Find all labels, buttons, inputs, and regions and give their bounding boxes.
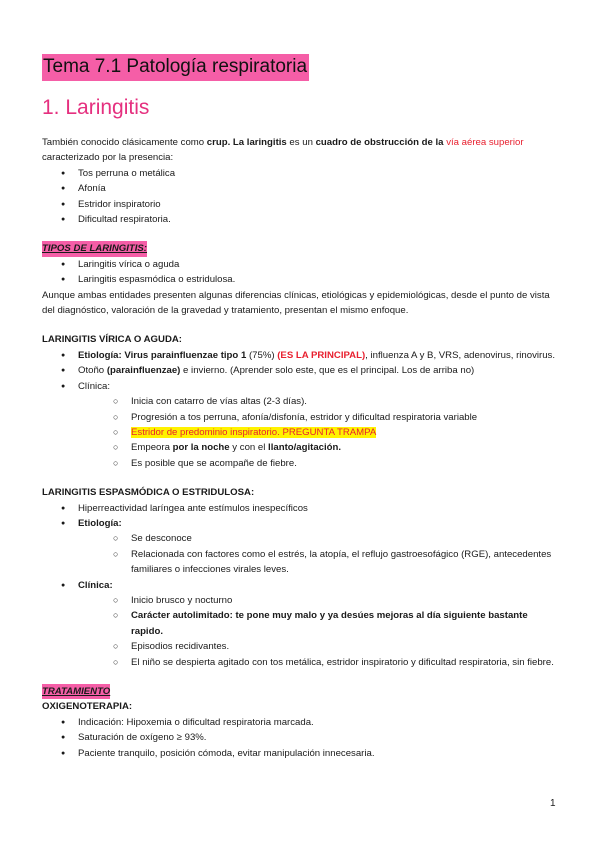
sublist-item: ○ Se desconoce <box>105 531 562 546</box>
list-item: ● Hiperreactividad laríngea ante estímulos inespecíficos <box>42 501 562 516</box>
empeora-bold-2: llanto/agitación. <box>268 442 342 454</box>
sublist-item: ○ Relacionada con factores como el estrés, la atopía, el reflujo gastroesofágico (RGE), antecedentes familiares o infecciones virales leves. <box>105 547 562 578</box>
sublist-item: ○ Carácter autolimitado: te pone muy malo y ya desúes mejoras al día siguiente bastante rapido. <box>105 608 562 639</box>
sublist-item: ○ Progresión a tos perruna, afonía/disfonía, estridor y dificultad respiratoria variable <box>105 410 562 425</box>
list-item <box>42 578 562 670</box>
list-item: ● Laringitis espasmódica o estridulosa. <box>42 272 562 287</box>
intro-definition: cuadro de obstrucción de la <box>315 137 444 148</box>
intro-paragraph <box>42 135 562 150</box>
list-item: ● Tos perruna o metálica <box>42 166 562 181</box>
tipos-list <box>42 257 562 288</box>
intro-crup: crup. <box>206 137 231 148</box>
empeora-bold: por la noche <box>172 442 230 454</box>
list-item: ● Estridor inspiratorio <box>42 197 562 212</box>
tipos-paragraph: Aunque ambas entidades presenten algunas diferencias clínicas, etiológicas y epidemiológicas, desde el punto de vista del diagnóstico, valoración de la gravedad y tratamiento, presentan el mismo enfoque. <box>42 289 550 317</box>
list-item <box>42 363 562 378</box>
empeora-text-2: y con el <box>229 442 269 454</box>
list-item <box>42 379 562 471</box>
sublist-item: ○ Inicia con catarro de vías altas (2-3 días). <box>105 394 562 409</box>
clinica-label: Clínica: <box>78 380 110 392</box>
list-item <box>42 516 562 578</box>
espasmodica-clinica-list <box>105 593 562 670</box>
virica-heading: LARINGITIS VÍRICA O AGUDA: <box>42 334 182 346</box>
page-title: Tema 7.1 Patología respiratoria <box>42 54 309 81</box>
sublist-item: ○ El niño se despierta agitado con tos metálica, estridor inspiratorio y dificultad respiratoria, sin fiebre. <box>105 655 562 670</box>
sublist-item: ○ Es posible que se acompañe de fiebre. <box>105 456 562 471</box>
page-number: 1 <box>550 798 556 809</box>
espasmodica-etio-list <box>105 531 562 577</box>
tratamiento-list <box>42 715 562 761</box>
tipos-heading: TIPOS DE LARINGITIS: <box>42 241 147 256</box>
otono-text-2: e invierno. (Aprender solo este, que es el principal. Los de arriba no) <box>180 365 475 377</box>
title-wrap <box>42 54 309 81</box>
section-heading: 1. Laringitis <box>42 96 150 119</box>
list-item <box>42 348 562 363</box>
list-item: ● Laringitis vírica o aguda <box>42 257 562 272</box>
otono-text: Otoño <box>78 365 107 377</box>
etiologia-percent: (75%) <box>246 349 278 361</box>
intro-via-aerea: vía aérea superior <box>443 137 524 148</box>
etiologia-label: Etiología: Virus parainfluenzae tipo 1 <box>78 349 247 361</box>
symptom-list <box>42 166 562 228</box>
list-item: ● Indicación: Hipoxemia o dificultad respiratoria marcada. <box>42 715 562 730</box>
virica-clinica-list <box>105 394 562 471</box>
etiologia-label: Etiología: <box>78 517 122 529</box>
intro-text: También conocido clásicamente como <box>42 137 207 148</box>
etiologia-rest: , influenza A y B, VRS, adenovirus, rinovirus. <box>365 349 556 361</box>
empeora-text: Empeora <box>131 442 173 454</box>
sublist-item <box>105 440 562 455</box>
otono-bold: (parainfluenzae) <box>106 365 181 377</box>
etiologia-principal: (ES LA PRINCIPAL) <box>277 349 366 361</box>
sublist-item: ○ Episodios recidivantes. <box>105 639 562 654</box>
virica-list <box>42 348 562 471</box>
list-item: ● Paciente tranquilo, posición cómoda, evitar manipulación innecesaria. <box>42 746 562 761</box>
intro-laringitis: La laringitis <box>230 137 287 148</box>
espasmodica-heading: LARINGITIS ESPASMÓDICA O ESTRIDULOSA: <box>42 487 255 499</box>
list-item: ● Dificultad respiratoria. <box>42 212 562 227</box>
list-item: ● Afonía <box>42 181 562 196</box>
document-body <box>42 135 562 761</box>
sublist-item <box>105 425 562 440</box>
espasmodica-list <box>42 501 562 670</box>
tratamiento-heading: TRATAMIENTO <box>42 684 110 699</box>
intro-text-2: es un <box>286 137 316 148</box>
list-item: ● Saturación de oxígeno ≥ 93%. <box>42 730 562 745</box>
highlighted-note: Estridor de predominio inspiratorio. PREGUNTA TRAMPA <box>131 426 377 438</box>
intro-paragraph-2: caracterizado por la presencia: <box>42 152 174 164</box>
sublist-item: ○ Inicio brusco y nocturno <box>105 593 562 608</box>
clinica-label: Clínica: <box>78 579 113 591</box>
oxigenoterapia-heading: OXIGENOTERAPIA: <box>42 701 133 713</box>
